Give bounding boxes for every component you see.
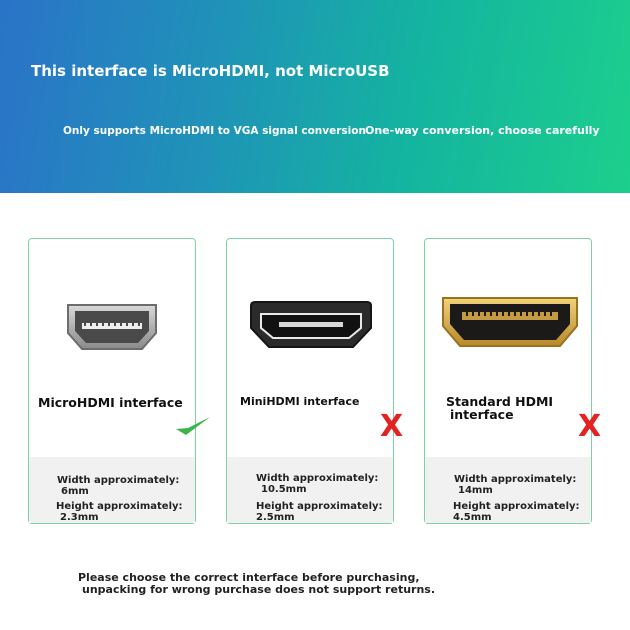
card-title-line2: interface [450,407,514,422]
notice-line1: Please choose the correct interface before purchasing, [78,571,420,584]
wrong-mark-icon: X [380,409,404,444]
hdmi-port-icon [440,296,580,348]
spec-panel [29,457,195,523]
width-label: Width approximately: [57,475,180,486]
card-title-line1: Standard HDMI [446,394,554,409]
width-value: 6mm [61,486,89,497]
width-value: 14mm [458,485,493,496]
width-label: Width approximately: [454,474,577,485]
banner-title: This interface is MicroHDMI, not MicroUSB [31,62,390,80]
banner-subtitle-right: One-way conversion, choose carefully [365,124,600,137]
card-standard-hdmi [424,238,602,524]
spec-panel [227,457,393,523]
wrong-mark-icon: X [578,409,602,444]
checkmark-icon [174,415,214,439]
banner-subtitle-left: Only supports MicroHDMI to VGA signal conversion [63,125,366,137]
purchase-notice [78,572,538,600]
minihdmi-port-icon [249,300,373,350]
height-value: 2.3mm [60,512,99,523]
height-label: Height approximately: [256,501,383,512]
height-value: 4.5mm [453,512,492,523]
spec-panel [425,457,591,523]
microhdmi-port-icon [64,301,160,353]
card-microhdmi [28,238,196,524]
height-value: 2.5mm [256,512,295,523]
card-title: MicroHDMI interface [38,395,183,410]
width-value: 10.5mm [261,484,307,495]
header-banner [0,0,630,193]
height-label: Height approximately: [453,501,580,512]
notice-line2: unpacking for wrong purchase does not support returns. [82,583,436,596]
width-label: Width approximately: [256,473,379,484]
height-label: Height approximately: [56,501,183,512]
card-minihdmi [226,238,404,524]
card-title [446,395,553,421]
card-title: MiniHDMI interface [240,395,360,408]
